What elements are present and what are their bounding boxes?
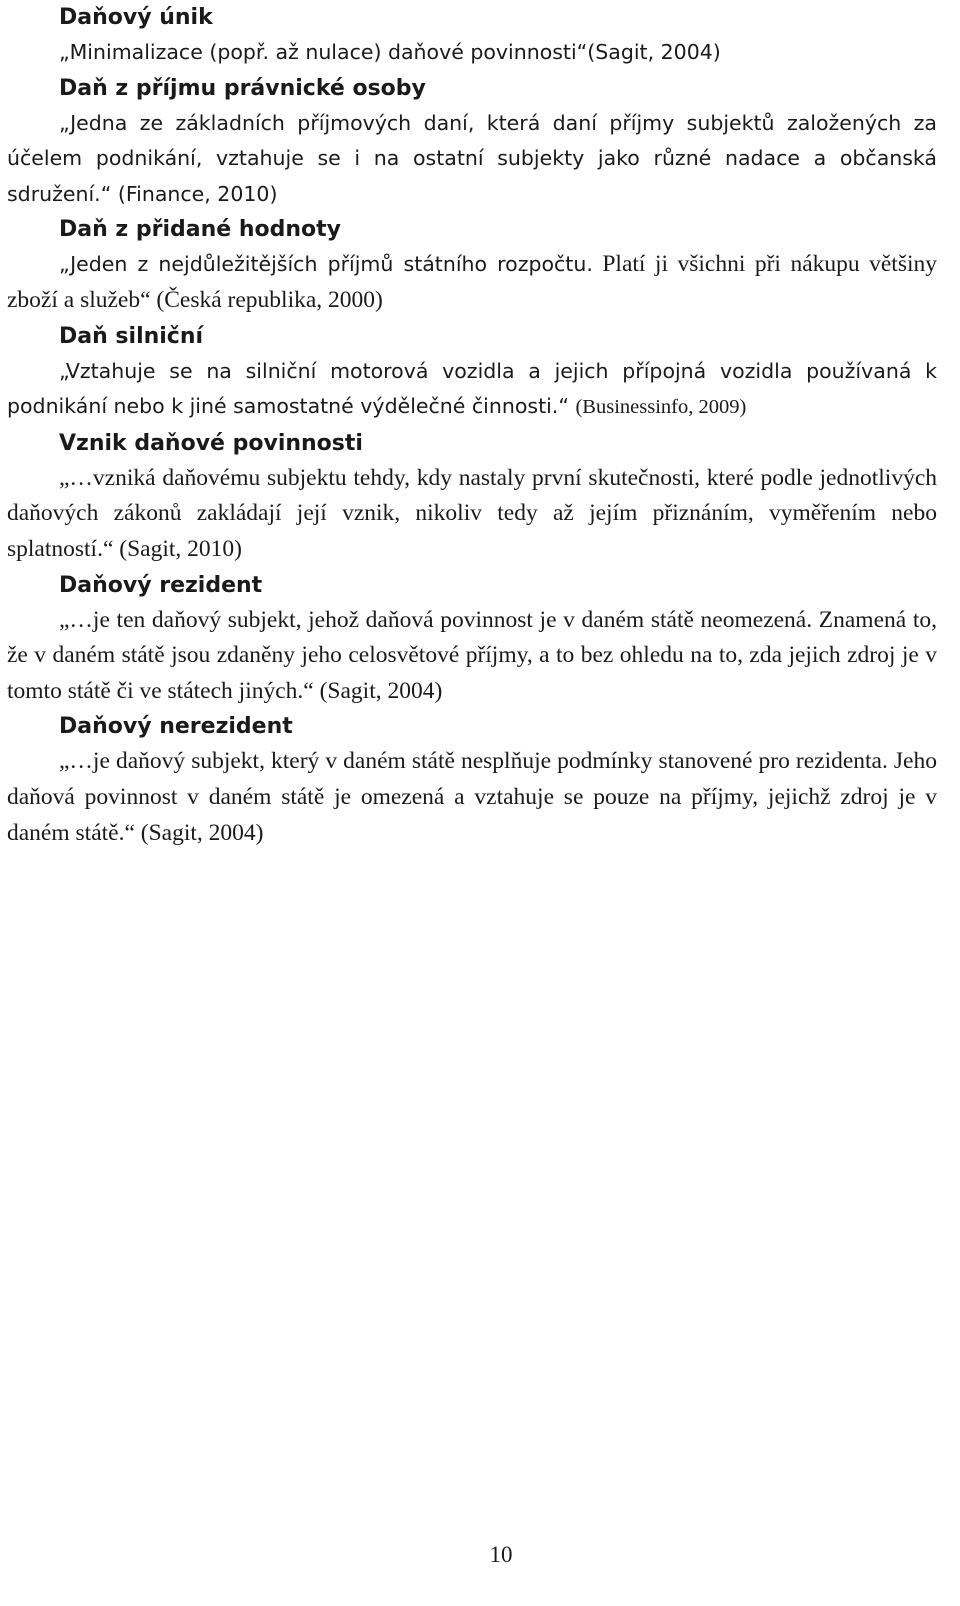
definition-paragraph [7,106,937,213]
definition-text: „…je daňový subjekt, který v daném státě nesplňuje podmínky stanovené pro rezidenta. Jeho daňová povinnost v daném státě je omezená a vztahuje se pouze na příjmy, jejichž zdroj je v daném státě.“ [7,748,937,846]
definition-paragraph [7,603,937,710]
term-heading: Daňový rezident [59,572,263,598]
definition-text: „…vzniká daňovému subjektu tehdy, kdy nastaly první skutečnosti, které podle jednotlivých daňových zákonů zakládají její vznik, nikoliv tedy až jejím přiznáním, vyměřením nebo splatností.“ [7,464,937,562]
term-heading: Daň z příjmu právnické osoby [59,75,426,101]
definition-text: „Jeden z nejdůležitějších příjmů státního rozpočtu. [59,252,593,277]
citation: (Sagit, 2004) [140,819,264,846]
citation: (Sagit, 2010) [119,535,242,562]
definition-paragraph [7,35,937,71]
definition-text: „Jedna ze základních příjmových daní, která daní příjmy subjektů založených za účelem podnikání, vztahuje se i na ostatní subjekty jako různé nadace a občanská sdružení.“ [7,110,937,206]
document-page [7,0,937,851]
term-heading: Daň z přidané hodnoty [59,217,342,243]
term-heading: Daňový únik [59,5,213,30]
definition-paragraph [7,461,937,568]
definition-text: „Vztahuje se na silniční motorová vozidla a jejich přípojná vozidla používaná k podnikání nebo k jiné samostatné výdělečné činnosti.“ [7,358,937,419]
term-heading: Daň silniční [59,323,204,349]
citation: (Sagit, 2004) [587,40,721,64]
citation: (Sagit, 2004) [319,677,443,704]
citation: (Finance, 2010) [117,181,278,206]
definition-paragraph [7,354,937,426]
citation: (Česká republika, 2000) [156,286,383,313]
term-heading: Daňový nerezident [59,714,293,740]
definition-paragraph [7,744,937,851]
definition-text: „Minimalizace (popř. až nulace) daňové povinnosti“ [59,40,588,64]
definition-paragraph [7,247,937,318]
definition-text: „…je ten daňový subjekt, jehož daňová povinnost je v daném státě neomezená. Znamená to, že v daném státě jsou zdaněny jeho celosvětové příjmy, a to bez ohledu na to, zda jejich zdroj je v tomto státě či ve státech jiných.“ [7,606,937,704]
page-number: 10 [489,1542,513,1567]
term-heading: Vznik daňové povinnosti [59,430,363,456]
citation: (Businessinfo, 2009) [575,396,747,419]
definition-text: Platí ji všichni při nákupu většiny zboží a služeb“ [7,251,937,313]
